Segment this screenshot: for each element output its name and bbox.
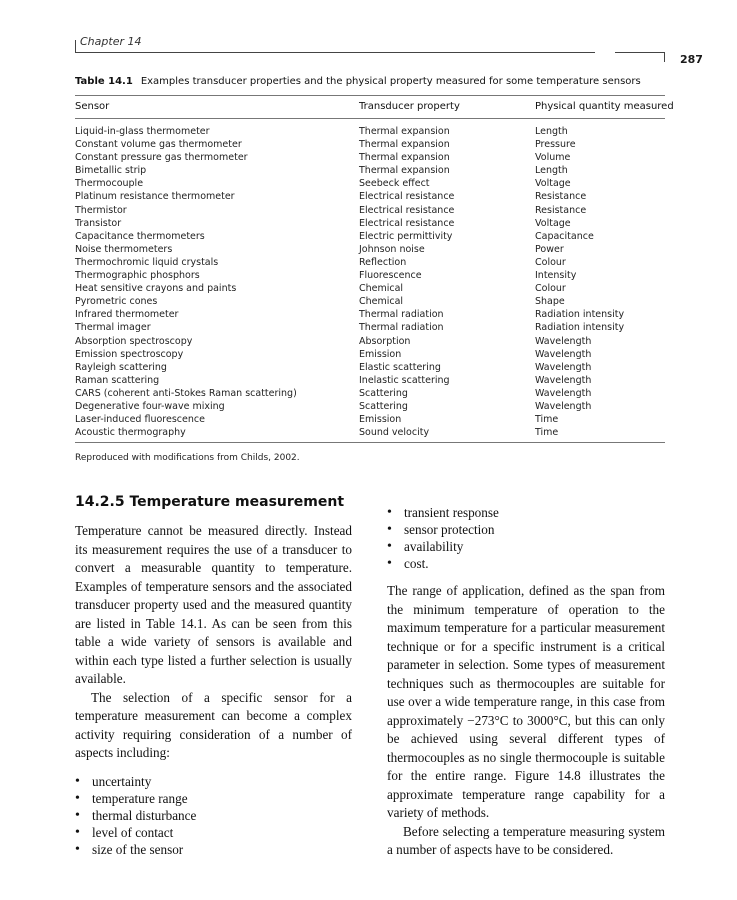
- table-cell: Chemical: [359, 283, 404, 295]
- table-row: [0, 177, 737, 190]
- table-cell: Sound velocity: [359, 427, 430, 439]
- table-source-note: Reproduced with modifications from Childs, 2002.: [75, 453, 300, 463]
- table-row: [0, 138, 737, 151]
- table-label: Table 14.1: [75, 76, 133, 87]
- table-row: [0, 164, 737, 177]
- table-cell: Bimetallic strip: [75, 165, 147, 177]
- table-caption-text: Examples transducer properties and the physical property measured for some temperature sensors: [140, 76, 641, 87]
- table-row: [0, 269, 737, 282]
- running-header-chapter: Chapter 14: [80, 35, 142, 48]
- table-header-rule: [75, 118, 665, 119]
- table-header-quantity: Physical quantity measured: [535, 101, 674, 112]
- header-rule: [75, 52, 595, 53]
- table-cell: Wavelength: [535, 400, 592, 412]
- table-cell: Emission: [359, 414, 402, 426]
- header-rule-tick-right: [664, 52, 665, 62]
- table-row: [0, 190, 737, 203]
- list-item: • level of contact: [75, 824, 352, 841]
- table-cell: Reflection: [359, 256, 407, 268]
- list-item: • thermal disturbance: [75, 807, 352, 824]
- table-row: [0, 335, 737, 348]
- table-row: [0, 217, 737, 230]
- table-cell: Degenerative four-wave mixing: [75, 400, 225, 412]
- table-cell: Thermal expansion: [359, 126, 450, 137]
- table-cell: Thermochromic liquid crystals: [75, 256, 219, 268]
- table-cell: Electric permittivity: [359, 230, 453, 242]
- table-cell: Thermal expansion: [359, 152, 450, 164]
- table-cell: Wavelength: [535, 374, 592, 386]
- table-cell: Infrared thermometer: [75, 309, 179, 321]
- table-row: [0, 400, 737, 413]
- table-cell: Pressure: [535, 139, 576, 151]
- table-cell: Constant pressure gas thermometer: [75, 152, 248, 164]
- table-cell: Intensity: [535, 270, 577, 282]
- table-cell: Scattering: [359, 387, 408, 399]
- table-cell: Absorption: [359, 335, 411, 347]
- table-body: [0, 125, 737, 439]
- page-number: 287: [680, 53, 703, 66]
- table-cell: Capacitance thermometers: [75, 230, 205, 242]
- table-cell: Wavelength: [535, 361, 592, 373]
- table-row: [0, 204, 737, 217]
- table-row: [0, 282, 737, 295]
- table-cell: Capacitance: [535, 230, 594, 242]
- table-cell: Colour: [535, 283, 566, 295]
- table-cell: Colour: [535, 256, 566, 268]
- list-item: • availability: [387, 538, 665, 555]
- table-row: [0, 413, 737, 426]
- table-cell: Liquid-in-glass thermometer: [75, 126, 210, 137]
- table-cell: Platinum resistance thermometer: [75, 191, 235, 203]
- table-cell: Power: [535, 243, 564, 255]
- table-cell: Scattering: [359, 400, 408, 412]
- table-cell: Electrical resistance: [359, 204, 455, 216]
- table-header-sensor: Sensor: [75, 101, 110, 112]
- table-cell: Length: [535, 165, 568, 177]
- table-cell: Voltage: [535, 217, 571, 229]
- table-cell: Volume: [535, 152, 571, 164]
- table-cell: Shape: [535, 296, 565, 308]
- table-cell: Thermal imager: [75, 322, 151, 334]
- table-row: [0, 426, 737, 439]
- list-item: • uncertainty: [75, 773, 352, 790]
- table-row: [0, 151, 737, 164]
- table-cell: Electrical resistance: [359, 217, 455, 229]
- paragraph-4: Before selecting a temperature measuring system a number of aspects have to be considered.: [387, 823, 665, 857]
- table-cell: Wavelength: [535, 348, 592, 360]
- table-cell: Seebeck effect: [359, 178, 430, 190]
- list-item: • temperature range: [75, 790, 352, 807]
- table-cell: Thermal expansion: [359, 165, 450, 177]
- aspects-list-right: [387, 504, 665, 572]
- table-cell: Emission: [359, 348, 402, 360]
- table-cell: Transistor: [75, 217, 122, 229]
- table-cell: Wavelength: [535, 387, 592, 399]
- table-header-transducer: Transducer property: [359, 101, 460, 112]
- right-column: [387, 504, 665, 860]
- table-cell: Thermographic phosphors: [75, 270, 200, 282]
- table-cell: Thermistor: [75, 204, 127, 216]
- table-cell: Absorption spectroscopy: [75, 335, 193, 347]
- table-cell: Acoustic thermography: [75, 427, 186, 439]
- table-row: [0, 361, 737, 374]
- table-cell: Thermocouple: [75, 178, 144, 190]
- list-item: • cost.: [387, 555, 665, 572]
- list-item: • sensor protection: [387, 521, 665, 538]
- table-row: [0, 295, 737, 308]
- table-cell: Inelastic scattering: [359, 374, 450, 386]
- table-cell: Resistance: [535, 191, 587, 203]
- table-cell: Thermal radiation: [359, 309, 444, 321]
- table-cell: Time: [535, 427, 559, 439]
- table-cell: Rayleigh scattering: [75, 361, 167, 373]
- table-cell: Laser-induced fluorescence: [75, 414, 205, 426]
- table-cell: Elastic scattering: [359, 361, 441, 373]
- table-row: [0, 256, 737, 269]
- table-row: [0, 243, 737, 256]
- table-cell: Noise thermometers: [75, 243, 173, 255]
- table-caption: [75, 76, 675, 87]
- header-rule-right: [615, 52, 665, 53]
- table-cell: Time: [535, 414, 559, 426]
- table-cell: Length: [535, 126, 568, 137]
- table-cell: Electrical resistance: [359, 191, 455, 203]
- table-cell: Voltage: [535, 178, 571, 190]
- table-bottom-rule: [75, 442, 665, 443]
- table-cell: Pyrometric cones: [75, 296, 158, 308]
- table-row: [0, 374, 737, 387]
- table-cell: Resistance: [535, 204, 587, 216]
- list-item: • transient response: [387, 504, 665, 521]
- section-heading: 14.2.5 Temperature measurement: [75, 494, 345, 510]
- table-cell: Raman scattering: [75, 374, 160, 386]
- left-column: [75, 522, 352, 858]
- table-cell: Emission spectroscopy: [75, 348, 184, 360]
- table-cell: Wavelength: [535, 335, 592, 347]
- table-row: [0, 387, 737, 400]
- paragraph-2: The selection of a specific sensor for a temperature measurement can become a complex activity requiring consideration of a number of aspects including:: [75, 689, 352, 760]
- table-cell: Constant volume gas thermometer: [75, 139, 242, 151]
- table-row: [0, 125, 737, 138]
- aspects-list-left: [75, 773, 352, 858]
- table-cell: Radiation intensity: [535, 309, 625, 321]
- table-cell: Fluorescence: [359, 270, 422, 282]
- table-row: [0, 308, 737, 321]
- table-top-rule: [75, 95, 665, 96]
- table-cell: CARS (coherent anti-Stokes Raman scattering): [75, 387, 297, 399]
- table-row: [0, 348, 737, 361]
- table-row: [0, 230, 737, 243]
- table-cell: Thermal radiation: [359, 322, 444, 334]
- table-cell: Thermal expansion: [359, 139, 450, 151]
- table-cell: Johnson noise: [359, 243, 425, 255]
- paragraph-1: Temperature cannot be measured directly. Instead its measurement requires the use of a transducer to convert a measurable quantity to temperature. Examples of temperature sensors and the associated transducer property used and the measured quantity are listed in Table 14.1. As can be seen from this table a wide variety of sensors is available and within each type listed a further selection is usually available.: [75, 523, 352, 686]
- list-item: • size of the sensor: [75, 841, 352, 858]
- table-cell: Radiation intensity: [535, 322, 625, 334]
- table-cell: Chemical: [359, 296, 404, 308]
- paragraph-3: The range of application, defined as the span from the minimum temperature of operation to the maximum temperature for a particular measurement technique or for a specific instrument is a critical parameter in selection. Some types of measurement techniques such as thermocouples are suitable for use over a wide temperature range, in this case from approximately −273°C to 3000°C, but this can only be achieved using several different types of thermocouples as no single thermocouple is suitable for the entire range. Figure 14.8 illustrates the approximate temperature range capability for a variety of methods.: [387, 583, 665, 820]
- table-row: [0, 321, 737, 334]
- table-cell: Heat sensitive crayons and paints: [75, 283, 237, 295]
